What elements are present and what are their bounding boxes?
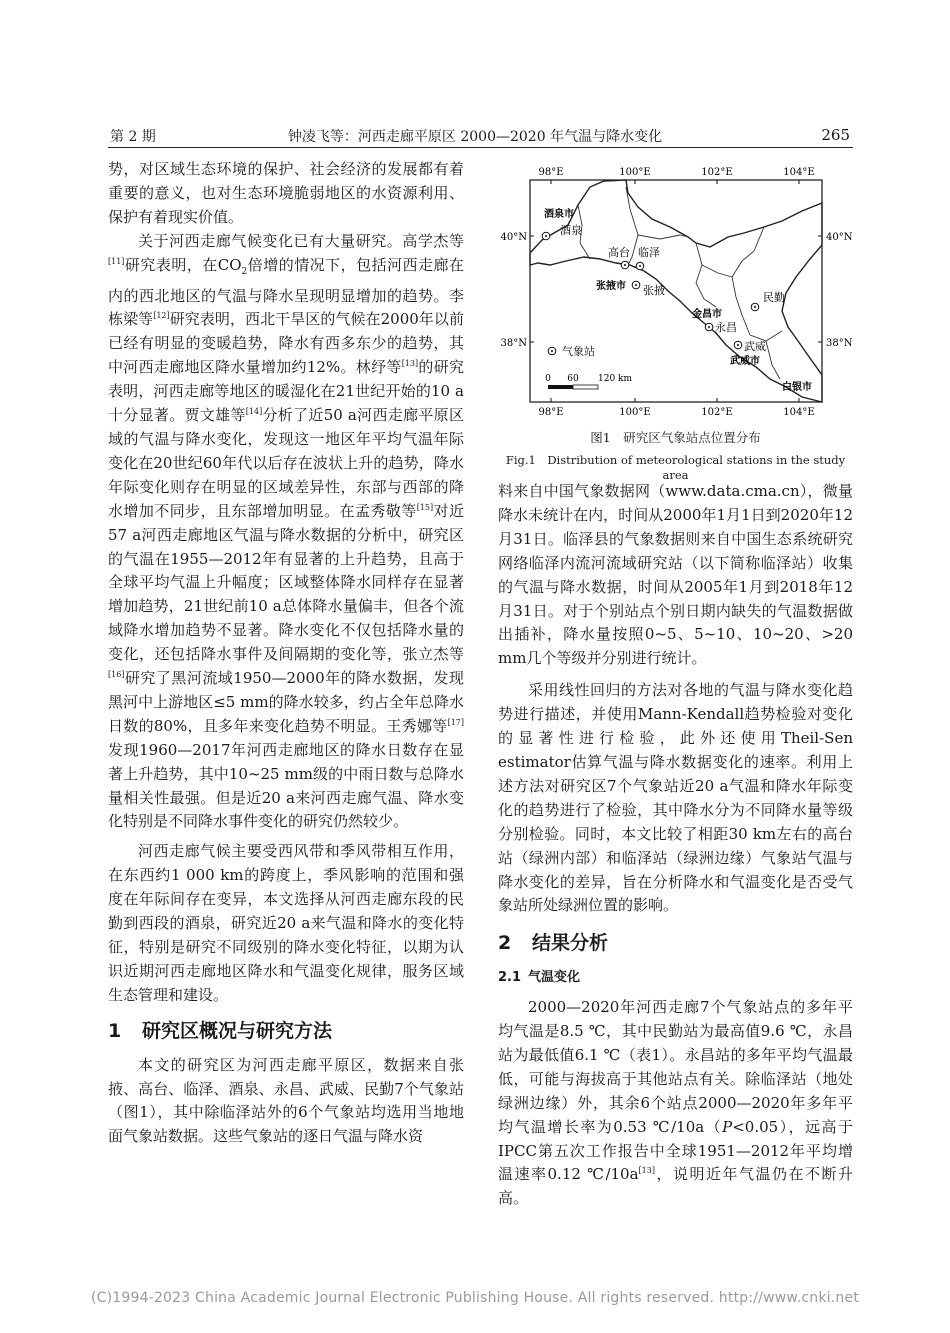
- scale-label-0: 0: [545, 374, 551, 384]
- left-column: [108, 158, 464, 1149]
- legend-label: 气象站: [562, 345, 595, 358]
- station-label-wuwei: 武威: [744, 340, 766, 353]
- citation-17[interactable]: [17]: [447, 717, 464, 727]
- paragraph-7: [498, 996, 853, 1211]
- p2-text-h: 研究了黑河流域1950—2000年的降水数据，发现黑河中上游地区≤5 mm的降水较多，约占全年总降水日数的80%，且多年来变化趋势不明显。王秀娜等: [108, 669, 464, 735]
- p7-text-a: 2000—2020年河西走廊7个气象站点的多年平均气温是8.5 ℃，其中民勤站为最高值9.6 ℃，永昌站为最低值6.1 ℃（表1）。永昌站的多年平均气温最低，可能与海拔高于其他站点有关。除临泽站（地处绿洲边缘）外，其余6个站点2000—2020年多年平均气温增长率为0.53 ℃/10a（: [498, 998, 853, 1136]
- page-number: 265: [821, 126, 850, 144]
- running-header-title: 钟凌飞等：河西走廊平原区 2000—2020 年气温与降水变化: [287, 129, 663, 145]
- top-label-102: 102°E: [701, 167, 733, 178]
- p2-text-e: 的研究表明，河西走廊等地区的暖湿化在21世纪开始的10 a十分显著。贾文雄等: [108, 358, 464, 425]
- scale-label-60: 60: [567, 374, 579, 384]
- bottom-label-100: 100°E: [619, 407, 651, 418]
- left-label-40: 40°N: [500, 232, 527, 243]
- paragraph-1: 势，对区域生态环境的保护、社会经济的发展都有着重要的意义，也对生态环境脆弱地区的水资源利用、保护有着现实价值。: [108, 160, 464, 226]
- bottom-label-98: 98°E: [538, 407, 564, 418]
- section-1-heading: [108, 1020, 464, 1044]
- map-svg: [500, 165, 853, 455]
- station-label-jiuquan: 酒泉: [560, 224, 582, 237]
- station-label-minqin: 民勤: [763, 291, 785, 304]
- citation-12[interactable]: [12]: [153, 311, 170, 321]
- citation-15[interactable]: [15]: [416, 502, 434, 512]
- p2-text-i: 发现1960—2017年河西走廊地区的降水日数存在显著上升趋势，其中10~25 mm级的中雨日数与总降水量相关性最强。但是近20 a来河西走廊气温、降水变化特别是不同降水事件变化的研究仍然较少。: [108, 740, 464, 831]
- paragraph-5: 料来自中国气象数据网（www.data.cma.cn），微量降水未统计在内，时间从2000年1月1日到2020年12月31日。临泽县的气象数据则来自中国生态系统研究网络临泽内流河流域研究站（以下简称临泽站）收集的气温与降水数据，时间从2005年1月到2018年12月31日。对于个别站点个别日期内缺失的气温数据做出插补，降水量按照0~5、5~10、10~20、>20 mm几个等级并分别进行统计。: [498, 482, 853, 668]
- p2-text-d: 研究表明，西北干旱区的气候在2000年以前已经有明显的变暖趋势，降水有西多东少的趋势，其中河西走廊地区降水量增加约12%。林纾等: [108, 310, 464, 377]
- station-label-gaotai: 高台: [608, 246, 630, 259]
- paragraph-3: 河西走廊气候主要受西风带和季风带相互作用，在东西约1 000 km的跨度上，季风影响的范围和强度在年际间存在变异，本文选择从河西走廊东段的民勤到西段的酒泉，研究近20 a来气温和降水的变化特征，特别是研究不同级别的降水变化特征，以期为认识近期河西走廊地区降水和气温变化规律，服务区域生态管理和建设。: [108, 842, 464, 1004]
- right-column: [498, 480, 853, 1211]
- p2-text-f: 分析了近50 a河西走廊平原区域的气温与降水变化，发现这一地区年平均气温年际变化在20世纪60年代以后存在波状上升的趋势，降水年际变化则存在明显的区域差异性，东部与西部的降水增加不同步，且东部增加明显。在孟秀敬等: [108, 406, 464, 520]
- copyright-footer: (C)1994-2023 China Academic Journal Electronic Publishing House. All rights reserved. http://www.cnki.net: [90, 1290, 860, 1306]
- p2-text-b: 研究表明，在CO: [124, 255, 242, 274]
- city-wuwei: 武威市: [730, 356, 760, 367]
- section-2-title: 结果分析: [532, 932, 609, 955]
- station-label-yongchang: 永昌: [715, 321, 737, 334]
- scale-label-120: 120 km: [598, 374, 633, 384]
- figure-1-map: [500, 165, 853, 455]
- p2-text-a: 关于河西走廊气候变化已有大量研究。高学杰等: [138, 231, 464, 250]
- p7-text-c: ，说明近年气温仍在不断升高。: [498, 1165, 853, 1208]
- running-header-issue: 第 2 期: [110, 129, 156, 145]
- figure-caption-cn: 图1 研究区气象站点位置分布: [590, 430, 761, 445]
- section-1-title: 研究区概况与研究方法: [142, 1019, 333, 1042]
- p2-text-g: 对近57 a河西走廊地区气温与降水数据的分析中，研究区的气温在1955—2012年有显著的上升趋势，且高于全球平均气温上升幅度；区域整体降水同样存在显著增加趋势，21世纪前10 a总体降水量偏丰，但各个流域降水增加趋势不显著。降水变化不仅包括降水量的变化，还包括降水事件及间隔期的变化等，张立杰等: [108, 501, 464, 664]
- station-label-zhangye: 张掖: [643, 284, 665, 297]
- subsection-2-1-title: 气温变化: [528, 970, 581, 986]
- section-2-number: 2: [498, 932, 512, 955]
- subsection-2-1-heading: [498, 966, 853, 990]
- section-2-heading: [498, 932, 853, 956]
- right-label-40: 40°N: [826, 232, 853, 243]
- city-zhangye: 张掖市: [596, 281, 626, 292]
- subscript-2: 2: [241, 266, 248, 277]
- citation-14[interactable]: [14]: [245, 407, 263, 417]
- right-label-38: 38°N: [826, 338, 853, 349]
- p2-text-c: 倍增的情况下，包括河西走廊在内的西北地区的气温与降水呈现明显增加的趋势。李栋梁等: [108, 255, 464, 329]
- top-label-104: 104°E: [783, 167, 815, 178]
- header-rule: [108, 147, 853, 148]
- city-baiyin: 白银市: [782, 382, 812, 393]
- paragraph-6: 采用线性回归的方法对各地的气温与降水变化趋势进行描述，并使用Mann-Kendall趋势检验对变化的显著性进行检验，此外还使用Theil-Sen estimator估算气温与降水数据变化的速率。利用上述方法对研究区7个气象站近20 a气温和降水年际变化的趋势进行了检验，其中降水分为不同降水量等级分别检验。同时，本文比较了相距30 km左右的高台站（绿洲内部）和临泽站（绿洲边缘）气象站气温与降水变化的差异，旨在分析降水和气温变化是否受气象站所处绿洲位置的影响。: [498, 681, 853, 915]
- bottom-label-104: 104°E: [783, 407, 815, 418]
- subsection-2-1-number: 2.1: [498, 970, 522, 986]
- left-label-38: 38°N: [500, 338, 527, 349]
- top-label-98: 98°E: [538, 167, 564, 178]
- city-jiuquan: 酒泉市: [544, 209, 574, 220]
- top-label-100: 100°E: [619, 167, 651, 178]
- station-label-linze: 临泽: [638, 246, 660, 259]
- section-1-number: 1: [108, 1019, 122, 1042]
- city-jinchang: 金昌市: [692, 309, 722, 320]
- citation-13b[interactable]: [13]: [638, 1166, 655, 1176]
- p7-text-b: <0.05），远高于IPCC第五次工作报告中全球1951—2012年平均增温速率0.12 ℃/10a: [498, 1117, 854, 1184]
- citation-13[interactable]: [13]: [401, 359, 419, 369]
- citation-16[interactable]: [16]: [108, 670, 125, 680]
- figure-caption-en: Fig.1 Distribution of meteorological stations in the study area: [505, 453, 846, 482]
- p7-p-symbol: P: [722, 1117, 733, 1136]
- citation-11[interactable]: [11]: [108, 256, 125, 266]
- paragraph-4: 本文的研究区为河西走廊平原区，数据来自张掖、高台、临泽、酒泉、永昌、武威、民勤7个气象站（图1），其中除临泽站外的6个气象站均选用当地地面气象站数据。这些气象站的逐日气温与降水资: [108, 1055, 464, 1146]
- paragraph-2: [108, 230, 464, 835]
- bottom-label-102: 102°E: [701, 407, 733, 418]
